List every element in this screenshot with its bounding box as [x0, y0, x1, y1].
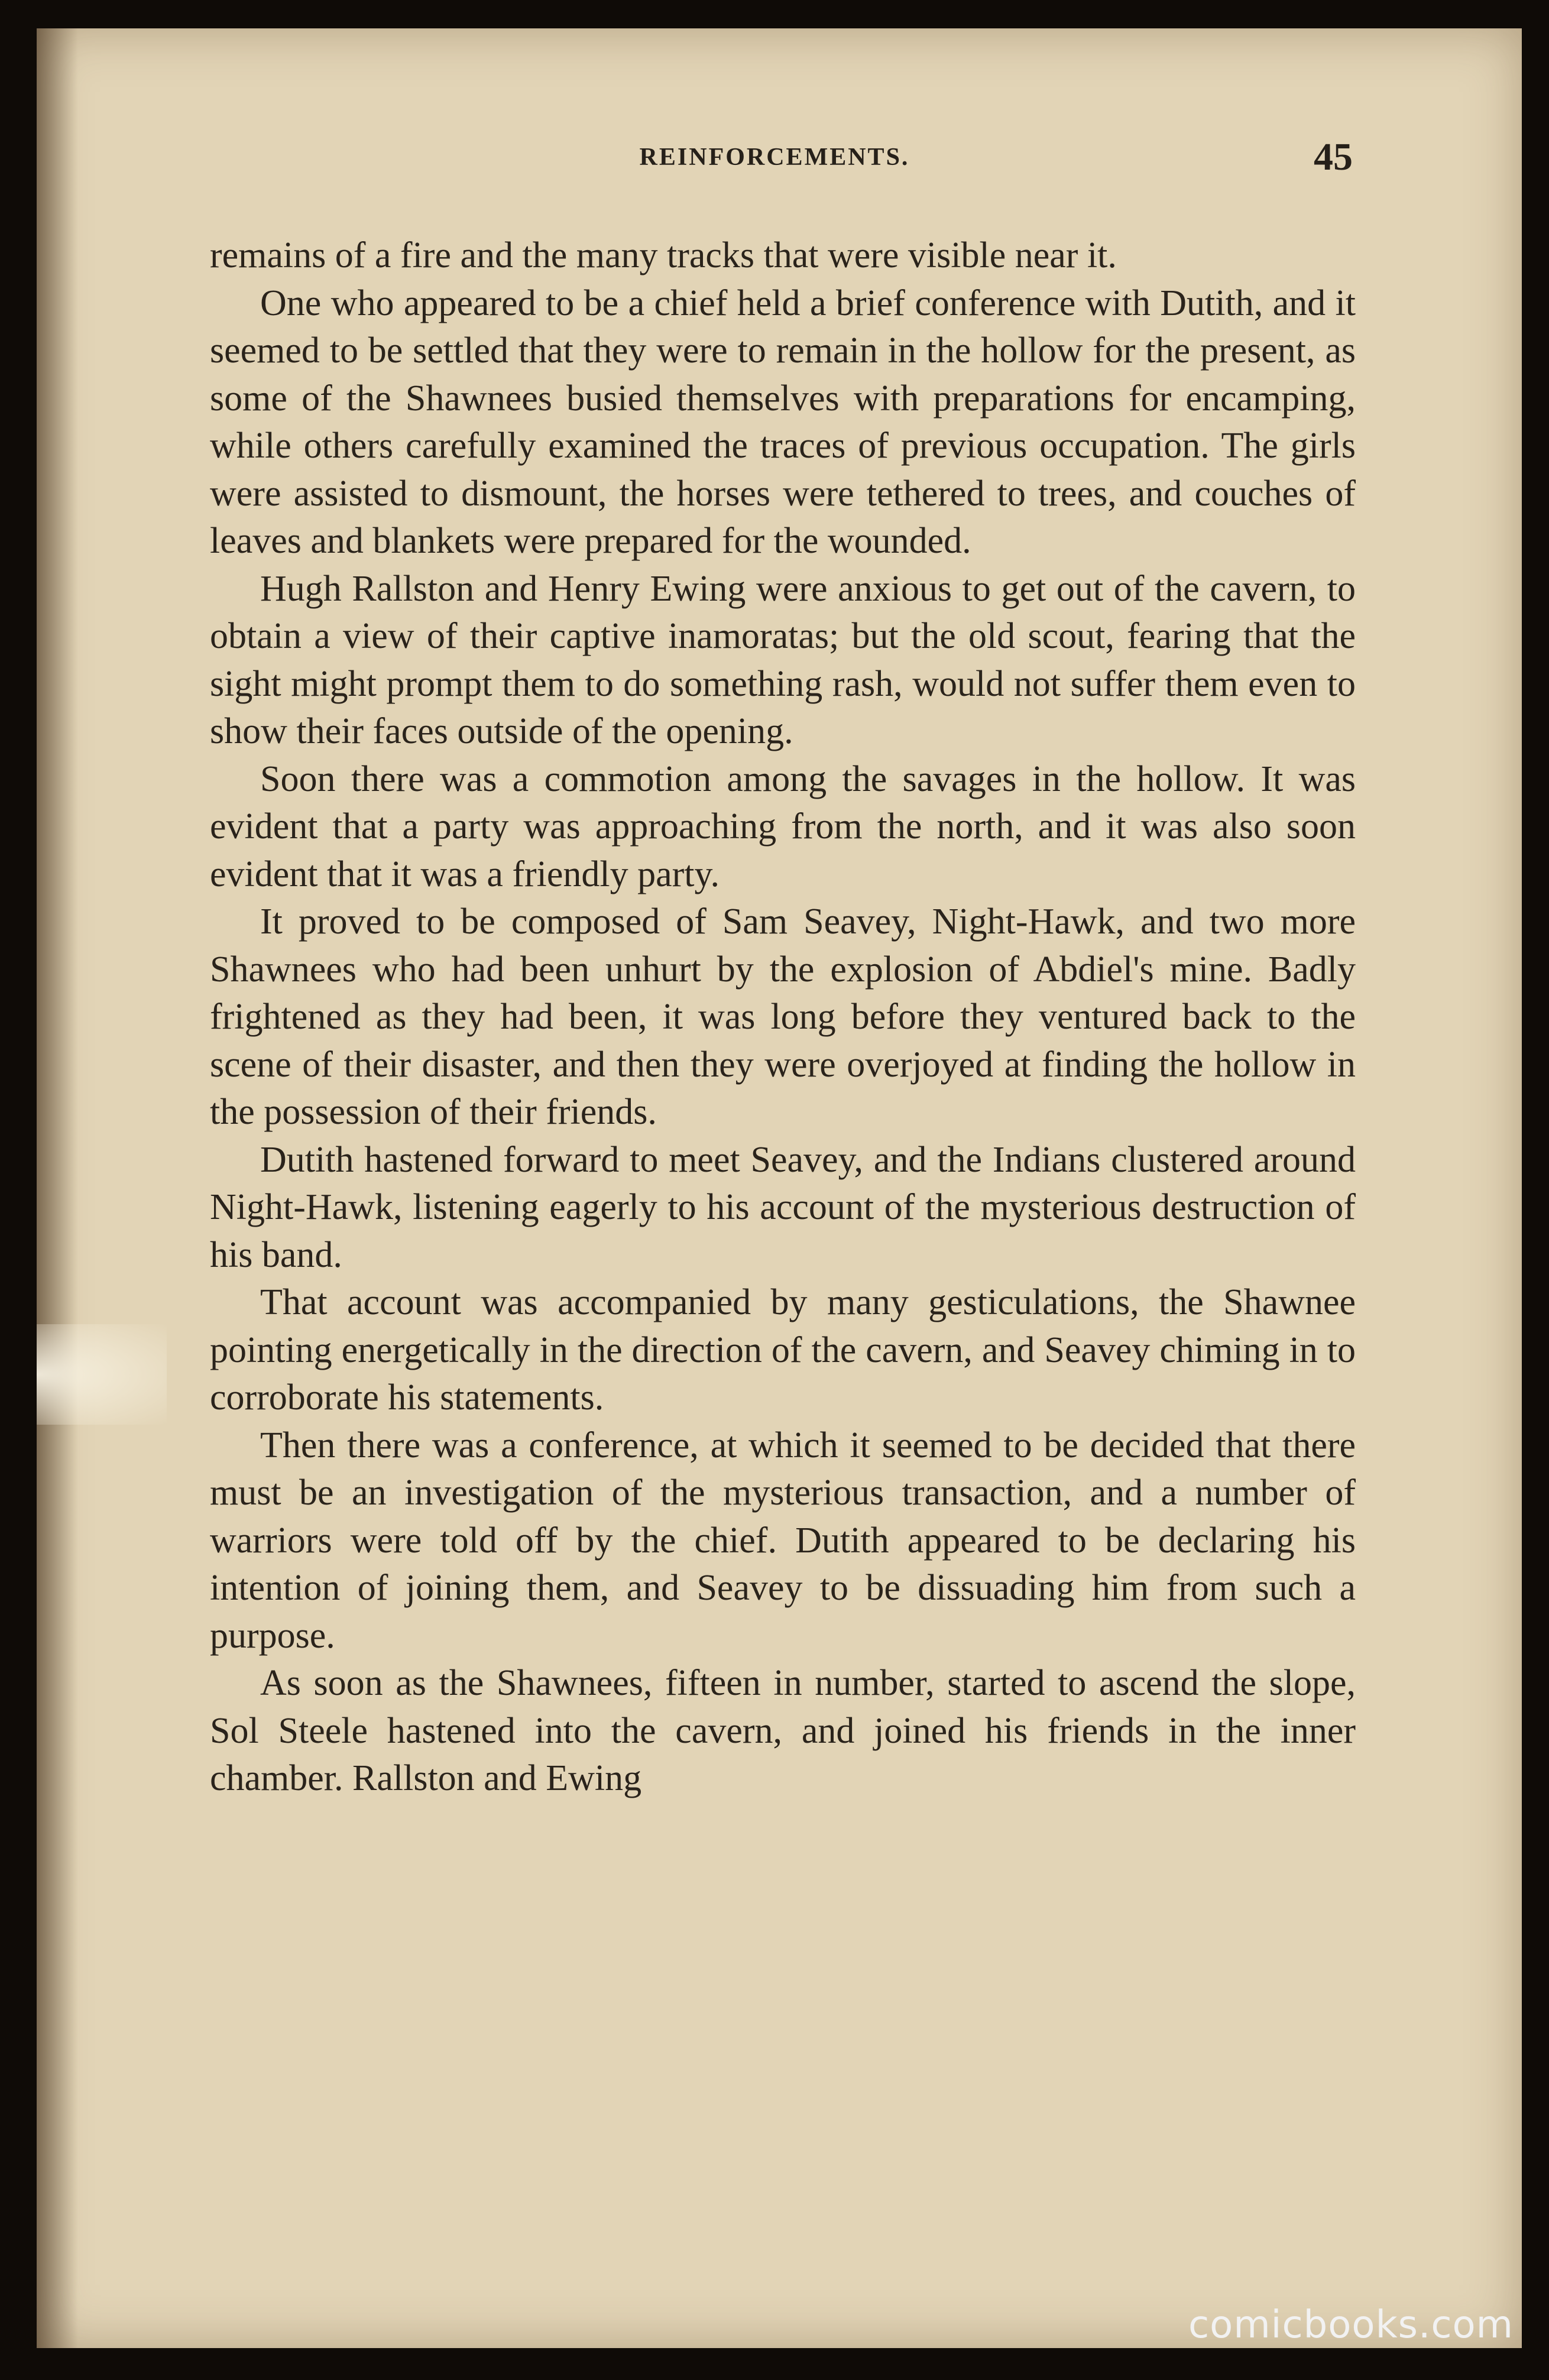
paragraph: Dutith hastened forward to meet Seavey, and the Indians clustered around Night-Hawk, listening eagerly to his account of the mysterious destruction of his band.	[210, 1139, 1356, 1275]
paper-stain	[37, 1324, 167, 1425]
paragraph: It proved to be composed of Sam Seavey, Night-Hawk, and two more Shawnees who had been unhurt by the explosion of Abdiel's mine. Badly frightened as they had been, it was long before they ventured back to the scene of their disaster, and then they were overjoyed at finding the hollow in the possession of their friends.	[210, 902, 1356, 1132]
paragraph: Soon there was a commotion among the savages in the hollow. It was evident that a party was approaching from the north, and it was also soon evident that it was a friendly party.	[210, 758, 1356, 894]
running-head: REINFORCEMENTS.	[639, 144, 910, 171]
paragraph: As soon as the Shawnees, fifteen in number, started to ascend the slope, Sol Steele hastened into the cavern, and joined his friends in the inner chamber. Rallston and Ewing	[210, 1663, 1356, 1798]
watermark: comicbooks.com	[1188, 2303, 1514, 2347]
paragraph: Then there was a conference, at which it seemed to be decided that there must be an investigation of the mysterious transaction, and a number of warriors were told off by the chief. Dutith appeared to be declaring his intention of joining them, and Seavey to be dissuading him from such a purpose.	[210, 1425, 1356, 1656]
gutter-shadow	[37, 28, 78, 2348]
paragraph: That account was accompanied by many gesticulations, the Shawnee pointing energetically in the direction of the cavern, and Seavey chiming in to corroborate his statements.	[210, 1282, 1356, 1418]
paragraph: Hugh Rallston and Henry Ewing were anxious to get out of the cavern, to obtain a view of their captive inamoratas; but the old scout, fearing that the sight might prompt them to do something rash, would not suffer them even to show their faces outside of the opening.	[210, 568, 1356, 751]
page-number: 45	[1314, 135, 1353, 179]
page-header	[0, 131, 1549, 179]
body-text	[210, 232, 1356, 1802]
paragraph: One who appeared to be a chief held a brief conference with Dutith, and it seemed to be settled that they were to remain in the hollow for the present, as some of the Shawnees busied themselves with preparations for encamping, while others carefully examined the traces of previous occupation. The girls were assisted to dismount, the horses were tethered to trees, and couches of leaves and blankets were prepared for the wounded.	[210, 283, 1356, 561]
paragraph: remains of a fire and the many tracks that were visible near it.	[210, 235, 1117, 275]
